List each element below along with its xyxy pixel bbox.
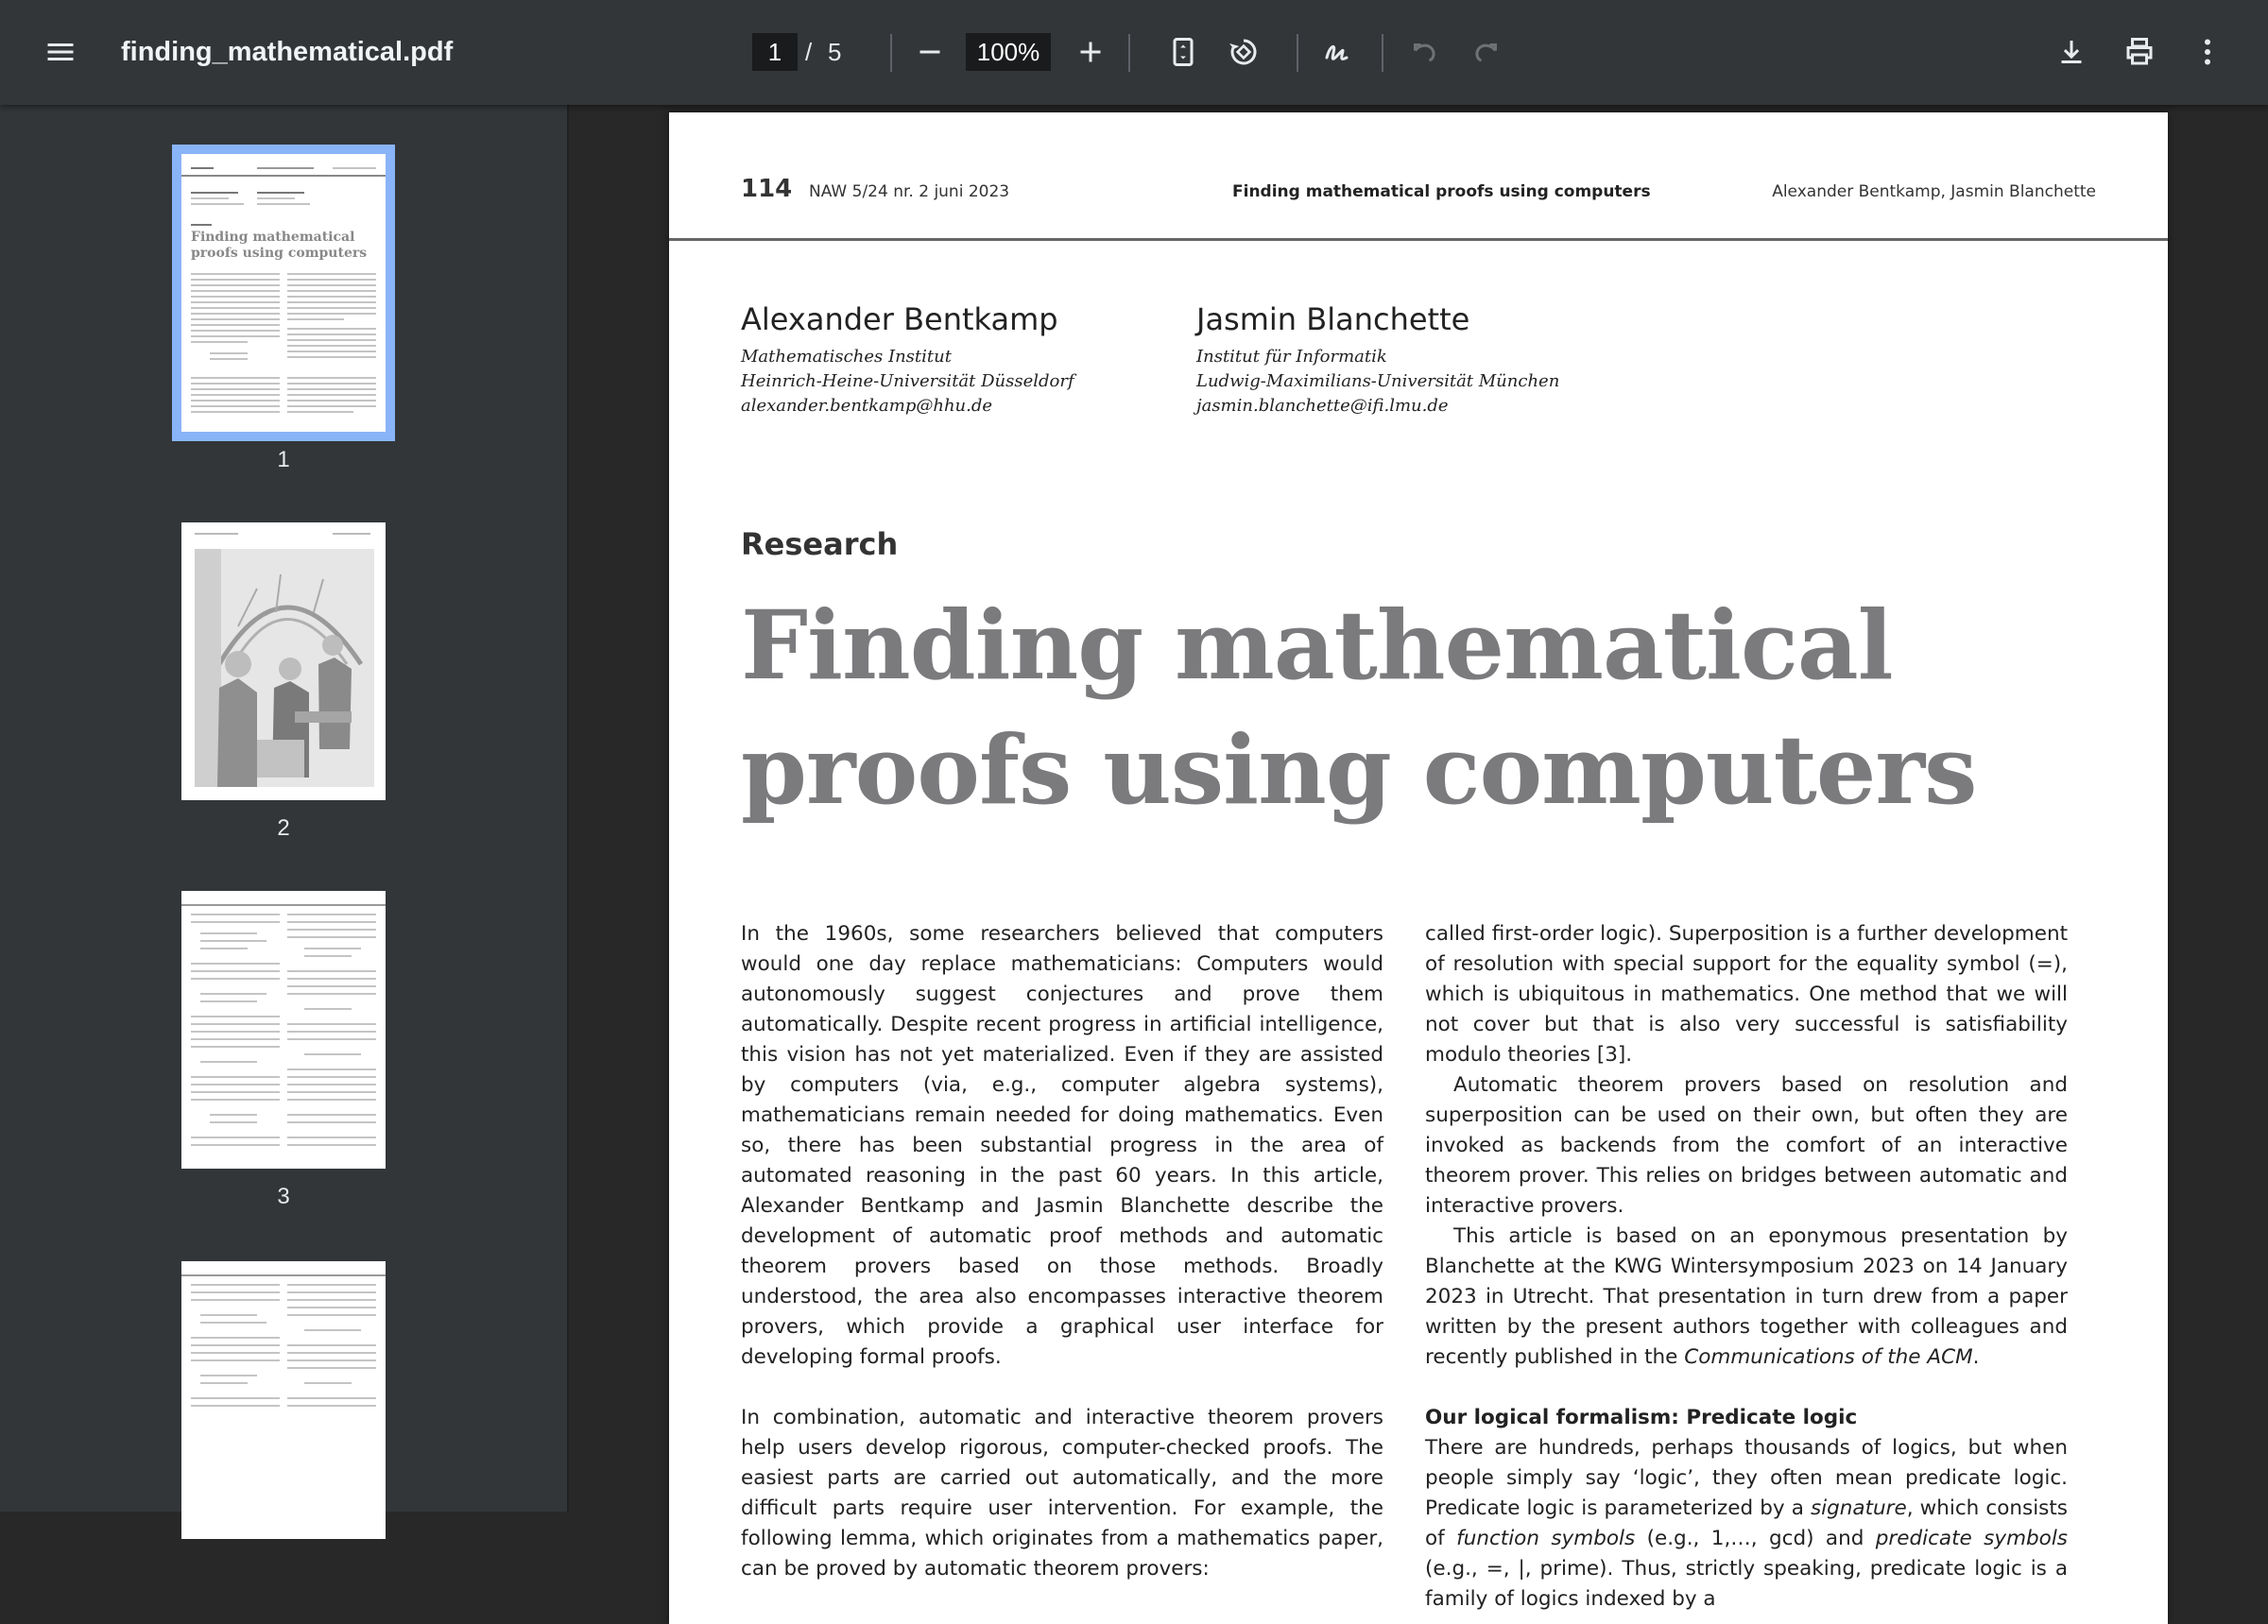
- text-run: There are hundreds, perhaps thousands of logics, but when people simply say ‘logic’, they often mean predicate logic. Predicate logic is parameterized by a: [1425, 1436, 2068, 1520]
- print-icon[interactable]: [2109, 22, 2170, 82]
- plus-icon[interactable]: [1060, 22, 1121, 82]
- paragraph: [1425, 1433, 2068, 1615]
- paragraph: In the 1960s, some researchers believed that computers would one day replace mathematicians: Computers would autonomously suggest conjectures and prove them automatically. Despite recent progress in artificial intelligence, this vision has not yet materialized. Even if they are assisted by computers (via, e.g., computer algebra systems), mathematicians remain needed for doing mathematics. Even so, there has been substantial progress in the area of automated reasoning in the past 60 years. In this article, Alexander Bentkamp and Jasmin Blanchette describe the development of automatic proof methods and automatic theorem provers based on those methods. Broadly understood, the area also encompasses interactive theorem provers, which provide a graphical user interface for developing formal proofs.: [741, 922, 1383, 1369]
- document-viewer[interactable]: [569, 105, 2268, 1611]
- author-name: Jasmin Blanchette: [1196, 301, 1470, 337]
- undo-icon[interactable]: [1395, 22, 1455, 82]
- thumbnail-image: [181, 891, 386, 1169]
- toolbar-divider: [1128, 34, 1130, 72]
- toolbar-divider: [890, 34, 892, 72]
- running-title: Finding mathematical proofs using computers: [1232, 182, 1651, 201]
- author-name: Alexander Bentkamp: [741, 301, 1058, 337]
- thumbnail-page-label: 2: [277, 815, 290, 841]
- section-label: Research: [741, 526, 899, 562]
- text-run: (e.g., 1,…, gcd) and: [1635, 1527, 1876, 1550]
- thumbnail-illustration: [181, 522, 386, 800]
- text-column-right: [1425, 919, 2068, 1615]
- thumbnail-page-label: 3: [277, 1184, 290, 1209]
- author-email[interactable]: alexander.bentkamp@hhu.de: [741, 396, 993, 416]
- rotate-icon[interactable]: [1213, 22, 1274, 82]
- running-authors: Alexander Bentkamp, Jasmin Blanchette: [1772, 182, 2096, 201]
- author-institute: Institut für Informatik: [1196, 347, 1387, 367]
- author-university: Heinrich-Heine-Universität Düsseldorf: [741, 371, 1074, 391]
- more-vertical-icon[interactable]: [2177, 22, 2238, 82]
- paragraph: called first-order logic). Superposition is a further development of resolution with special support for the equality symbol (=), which is ubiquitous in mathematics. One method that we will not cover but that is also very successful is satisfiability modulo theories [3].: [1425, 922, 2068, 1067]
- author-email[interactable]: jasmin.blanchette@ifi.lmu.de: [1196, 396, 1449, 416]
- thumbnail-sidebar: [0, 105, 569, 1512]
- article-title-line: Finding mathematical: [741, 590, 1893, 701]
- page-separator: /: [805, 38, 813, 66]
- pen-draw-icon[interactable]: [1308, 22, 1368, 82]
- minus-icon[interactable]: [900, 22, 960, 82]
- subheading: Our logical formalism: Predicate logic: [1425, 1406, 1858, 1429]
- italic-text: function symbols: [1456, 1527, 1636, 1550]
- thumbnail-image: [181, 1261, 386, 1539]
- article-title: [741, 583, 2102, 832]
- header-rule: [669, 238, 2168, 241]
- toolbar-divider: [1382, 34, 1383, 72]
- journal-info: NAW 5/24 nr. 2 juni 2023: [809, 182, 1010, 201]
- paragraph: [1425, 1222, 2068, 1373]
- author-block: [1196, 301, 1559, 419]
- thumbnail-title-text: Finding mathematical proofs using computers: [191, 230, 368, 261]
- italic-text: Communications of the ACM: [1684, 1345, 1973, 1369]
- thumbnail-image: [181, 522, 386, 800]
- zoom-level-input[interactable]: 100%: [966, 33, 1051, 71]
- author-university: Ludwig-Maximilians-Universität München: [1196, 371, 1560, 391]
- paragraph: Automatic theorem provers based on resolution and superposition can be used on their own, but often they are invoked as backends from the comfort of an interactive theorem prover. This relies on bridges between automatic and interactive provers.: [1425, 1073, 2068, 1218]
- page-number: 114: [741, 175, 793, 203]
- page-total: 5: [828, 38, 842, 66]
- article-title-line: proofs using computers: [741, 714, 1977, 826]
- document-filename: finding_mathematical.pdf: [121, 37, 454, 67]
- paragraph: In combination, automatic and interactive theorem provers help users develop rigorous, computer-checked proofs. The easiest parts are carried out automatically, and the more difficult parts require user intervention. For example, the following lemma, which originates from a mathematics paper, can be proved by automatic theorem provers:: [741, 1406, 1383, 1581]
- text-run: .: [1972, 1345, 1980, 1369]
- download-icon[interactable]: [2041, 22, 2102, 82]
- thumbnail-image: [181, 154, 386, 432]
- redo-icon[interactable]: [1455, 22, 1516, 82]
- author-institute: Mathematisches Institut: [741, 347, 952, 367]
- text-column-left: [741, 919, 1383, 1584]
- italic-text: signature: [1810, 1496, 1907, 1520]
- running-header: [741, 169, 2096, 226]
- pdf-toolbar: [0, 0, 2268, 105]
- thumbnail-page-label: 1: [277, 447, 290, 472]
- pdf-page: [669, 112, 2168, 1624]
- toolbar-divider: [1297, 34, 1298, 72]
- text-run: , which consists of: [1425, 1496, 2069, 1550]
- fit-page-icon[interactable]: [1153, 22, 1213, 82]
- text-run: (e.g., =, |, prime). Thus, strictly speaking, predicate logic is a family of logics indexed by a: [1425, 1557, 2068, 1611]
- italic-text: predicate symbols: [1875, 1527, 2068, 1550]
- page-number-input[interactable]: 1: [752, 33, 798, 71]
- hamburger-menu-icon[interactable]: [30, 22, 91, 82]
- author-block: [741, 301, 1074, 419]
- text-run: This article is based on an eponymous presentation by Blanchette at the KWG Wintersymposium 2023 on 14 January 2023 in Utrecht. That presentation in turn drew from a paper written by the present authors together with colleagues and recently published in the: [1425, 1224, 2068, 1369]
